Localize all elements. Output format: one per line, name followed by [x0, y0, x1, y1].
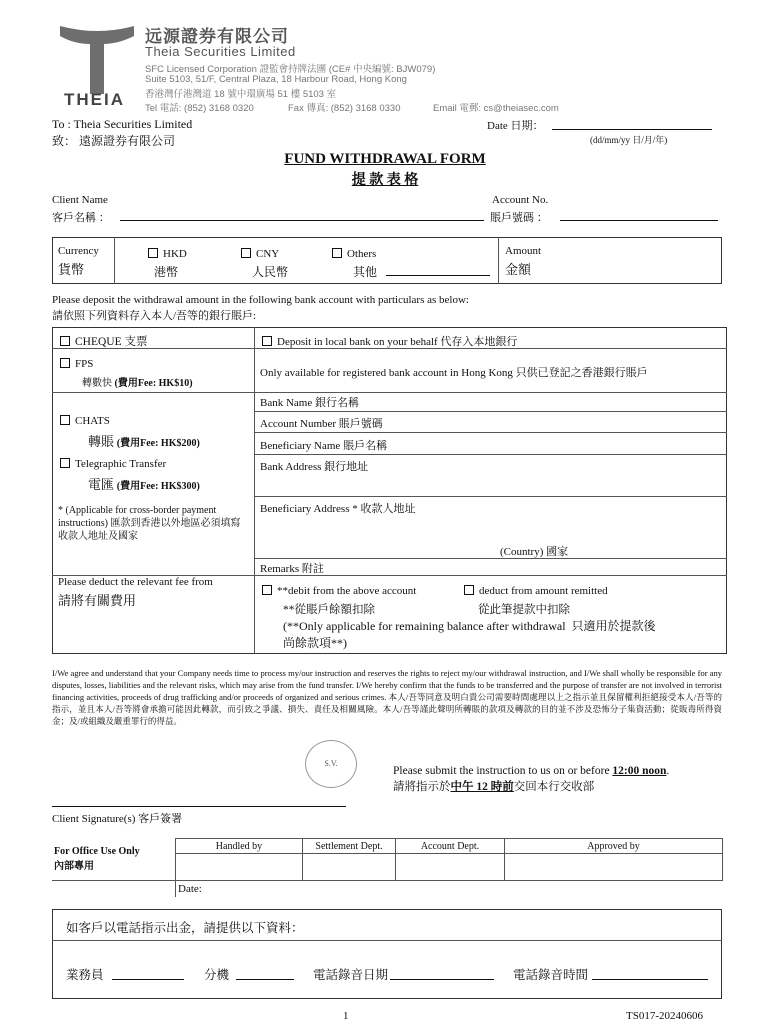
rec-time-field[interactable]	[592, 979, 708, 980]
hkd-cn: 港幣	[154, 265, 179, 279]
company-email: Email 電郵: cs@theiasec.com	[433, 103, 559, 114]
local-bank-option[interactable]: Deposit in local bank on your behalf 代存入本地銀行	[262, 333, 517, 349]
date-label: Date 日期：	[487, 120, 544, 132]
beneficiary-name-label: Beneficiary Name 賬戶名稱	[260, 440, 388, 452]
currency-label-en: Currency	[58, 245, 99, 257]
fps-checkbox[interactable]	[60, 358, 70, 368]
bank-address-label: Bank Address 銀行地址	[260, 461, 369, 473]
deduct-cn: 從此筆提款中扣除	[478, 604, 570, 616]
submit-note-cn: 請將指示於中午 12 時前交回本行交收部	[393, 781, 595, 793]
date-field[interactable]	[552, 129, 712, 130]
company-address-cn: 香港灣仔港灣道 18 號中環廣場 51 樓 5103 室	[145, 89, 337, 100]
cny-option[interactable]: CNY	[241, 248, 279, 260]
form-code: TS017-20240606	[626, 1010, 703, 1022]
bank-name-label: Bank Name 銀行名稱	[260, 397, 359, 409]
debit-cn: **從賬戶餘額扣除	[283, 604, 375, 616]
country-label: (Country) 國家	[500, 546, 569, 558]
ext-field[interactable]	[236, 979, 294, 980]
fps-fee: 轉數快 (費用Fee: HK$10)	[82, 378, 193, 389]
cny-cn: 人民幣	[252, 265, 289, 279]
remarks-label: Remarks 附註	[260, 563, 324, 575]
tt-option[interactable]: Telegraphic Transfer	[60, 458, 166, 470]
fps-note: Only available for registered bank account in Hong Kong 只供已登記之香港銀行賬戶	[260, 367, 648, 379]
staff-label: 業務員	[66, 968, 104, 982]
logo-wordmark: THEIA	[64, 90, 125, 109]
currency-label-cn: 貨幣	[58, 262, 85, 277]
others-checkbox[interactable]	[332, 248, 342, 258]
rec-date-field[interactable]	[390, 979, 494, 980]
office-label-cn: 內部專用	[54, 861, 94, 873]
cross-border-note: * (Applicable for cross-border payment instructions) 匯款到香港以外地區必須填寫收款人地址及國家	[58, 505, 241, 542]
chats-checkbox[interactable]	[60, 415, 70, 425]
fee-only-note: (**Only applicable for remaining balance after withdrawal 只適用於提款後	[283, 619, 656, 633]
office-label-en: For Office Use Only	[54, 846, 140, 858]
account-no-field[interactable]	[560, 220, 718, 221]
account-dept-header: Account Dept.	[396, 839, 505, 854]
agreement-text: I/We agree and understand that your Company needs time to process my/our instruction and reserves the rights to reject my/our withdrawal instruction, and I/We shall wholly be responsible for any disputes, losses, liabilities and the relevant risks, which may arise from the fund transfer. I/We hereby confirm that the funds to be transferred and the purpose of transfer are not involved in terrorist financing activities, proceeds of drug trafficking and/or proceeds of organized and serious crimes. 本人/吾等同意及明白貴公司需要時間處理以上之指示並且保留權利拒絕接受本人/吾等的指示，並且本人/吾等將會承擔可能因此轉款，而引致之爭議、損失、責任及相關風險。本人/吾等謹此聲明所轉賬的款項及轉款的目的並不涉及恐怖分子集資活動；從販毒所得資金；及/或組織及嚴重罪行的得益。	[52, 668, 723, 726]
rec-date-label: 電話錄音日期	[313, 968, 389, 982]
account-no-label-en: Account No.	[492, 194, 549, 206]
rec-time-label: 電話錄音時間	[513, 968, 589, 982]
to-cn: 致： 遠源證券有限公司	[52, 134, 176, 148]
company-tel: Tel 電話: (852) 3168 0320	[145, 103, 254, 114]
page-number: 1	[343, 1010, 349, 1022]
amount-label-en: Amount	[505, 245, 542, 257]
fps-option[interactable]: FPS	[60, 358, 93, 370]
ext-label: 分機	[204, 968, 230, 982]
chats-fee: 轉賬 (費用Fee: HK$200)	[88, 434, 200, 449]
hkd-option[interactable]: HKD	[148, 248, 187, 260]
company-name-cn: 远源證券有限公司	[145, 27, 289, 46]
company-name-en: Theia Securities Limited	[145, 44, 296, 59]
form-title-cn: 提 款 表 格	[351, 173, 419, 188]
office-date: Date:	[176, 881, 723, 897]
handled-by-cell[interactable]	[176, 854, 303, 881]
phone-title: 如客戶以電話指示出金，請提供以下資料：	[66, 921, 304, 935]
account-dept-cell[interactable]	[396, 854, 505, 881]
debit-option[interactable]: **debit from the above account	[262, 585, 416, 597]
client-signature-field[interactable]	[52, 806, 346, 807]
amount-label-cn: 金額	[505, 262, 532, 277]
deposit-instruction-en: Please deposit the withdrawal amount in the following bank account with particulars as below:	[52, 294, 469, 306]
settlement-header: Settlement Dept.	[303, 839, 396, 854]
hkd-checkbox[interactable]	[148, 248, 158, 258]
account-no-label-cn: 賬戶號碼 ：	[490, 212, 548, 224]
others-field[interactable]	[386, 275, 490, 276]
approved-by-cell[interactable]	[505, 854, 723, 881]
cny-checkbox[interactable]	[241, 248, 251, 258]
company-license: SFC Licensed Corporation 證監會持牌法團 (CE# 中央編號: BJW079)	[145, 64, 436, 75]
tt-fee: 電匯 (費用Fee: HK$300)	[88, 477, 200, 492]
fee-label-en: Please deduct the relevant fee from	[58, 576, 213, 588]
company-fax: Fax 傳真: (852) 3168 0330	[288, 103, 401, 114]
account-number-label: Account Number 賬戶號碼	[260, 418, 383, 430]
date-format: (dd/mm/yy 日/月/年)	[590, 135, 668, 145]
deduct-checkbox[interactable]	[464, 585, 474, 595]
sv-stamp: S.V.	[305, 740, 357, 788]
approved-by-header: Approved by	[505, 839, 723, 854]
staff-field[interactable]	[112, 979, 184, 980]
client-name-field[interactable]	[120, 220, 484, 221]
chats-option[interactable]: CHATS	[60, 415, 110, 427]
office-use-table	[52, 838, 723, 897]
deposit-instruction-cn: 請依照下列資料存入本人/吾等的銀行賬戶:	[52, 310, 257, 322]
to-en: To : Theia Securities Limited	[52, 117, 193, 131]
beneficiary-address-label: Beneficiary Address * 收款人地址	[260, 503, 416, 515]
handled-by-header: Handled by	[176, 839, 303, 854]
cheque-option[interactable]: CHEQUE 支票	[60, 333, 148, 349]
local-bank-checkbox[interactable]	[262, 336, 272, 346]
currency-box	[52, 237, 722, 284]
others-cn: 其他	[353, 265, 378, 279]
deduct-option[interactable]: deduct from amount remitted	[464, 585, 608, 597]
settlement-cell[interactable]	[303, 854, 396, 881]
fee-only-note-cn: 尚餘款項**)	[283, 636, 347, 650]
debit-checkbox[interactable]	[262, 585, 272, 595]
others-option[interactable]: Others	[332, 248, 376, 260]
fee-label-cn: 請將有關費用	[58, 593, 137, 608]
form-title-en: FUND WITHDRAWAL FORM	[284, 151, 486, 167]
client-signature-label: Client Signature(s) 客戶簽署	[52, 813, 183, 825]
tt-checkbox[interactable]	[60, 458, 70, 468]
submit-note-en: Please submit the instruction to us on or before 12:00 noon.	[393, 765, 670, 777]
client-name-label-cn: 客戶名稱 ：	[52, 212, 110, 224]
client-name-label-en: Client Name	[52, 194, 108, 206]
company-address-en: Suite 5103, 51/F, Central Plaza, 18 Harbour Road, Hong Kong	[145, 74, 407, 85]
cheque-checkbox[interactable]	[60, 336, 70, 346]
